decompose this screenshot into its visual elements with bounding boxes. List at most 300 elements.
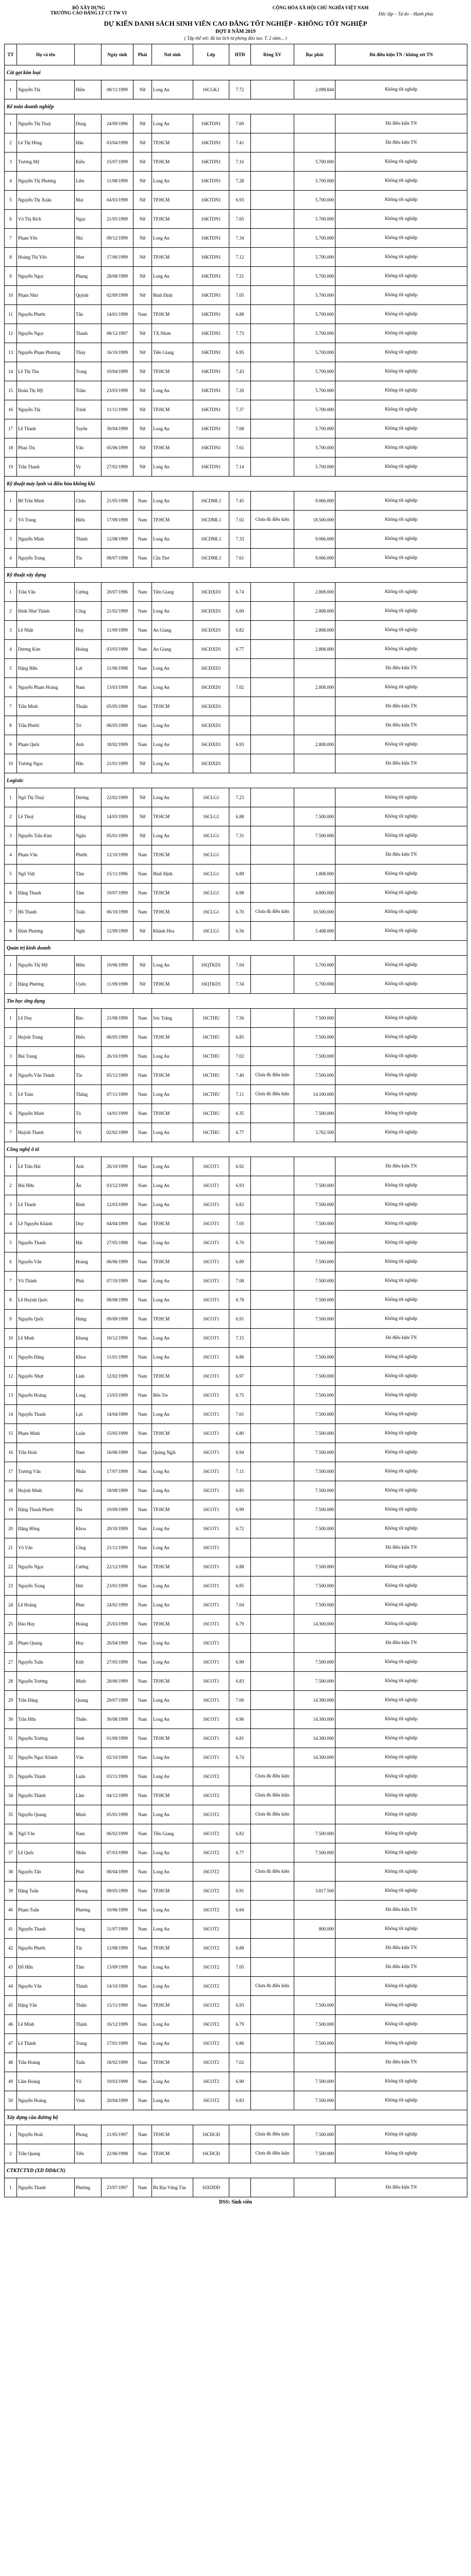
cell-lop: 16CĐXD1: [193, 621, 229, 640]
cell-ngay-sinh: 02/09/1999: [102, 286, 133, 305]
cell-lop: 16COT1: [193, 1252, 229, 1272]
cell-lop: 16COT1: [193, 1500, 229, 1519]
cell-ket-qua: Không tốt nghiệp: [335, 826, 467, 845]
cell-ten: Mai: [75, 191, 102, 210]
cell-ho: Nguyễn Ngọc Khánh: [17, 1748, 75, 1767]
cell-htd: 7.01: [229, 1405, 251, 1424]
cell-ren-xv: [251, 248, 294, 267]
cell-noi-sinh: TP.HCM: [152, 1252, 193, 1272]
cell-noi-sinh: Long An: [152, 956, 193, 975]
cell-ho: Võ Văn: [17, 1538, 75, 1557]
cell-ten: Trí: [75, 716, 102, 735]
table-row: [5, 659, 467, 678]
cell-bac-phat: 7.500.000: [294, 1009, 335, 1028]
table-row: [5, 1882, 467, 1901]
cell-phai: Nam: [133, 2015, 152, 2034]
cell-lop: 16CĐXD1: [193, 583, 229, 602]
cell-phai: Nam: [133, 1805, 152, 1824]
cell-ho: Huỳnh Thanh: [17, 1123, 75, 1142]
table-row: [5, 716, 467, 735]
cell-tt: 17: [5, 1462, 17, 1481]
cell-ren-xv: [251, 807, 294, 826]
cell-ten: Tân: [75, 305, 102, 324]
cell-ngay-sinh: 05/12/1999: [102, 1066, 133, 1085]
cell-ngay-sinh: 18/08/1999: [102, 1481, 133, 1500]
cell-ten: Hoàng: [75, 640, 102, 659]
cell-ngay-sinh: 11/06/1998: [102, 659, 133, 678]
cell-ten: Thịnh: [75, 2015, 102, 2034]
cell-lop: 16KTDN1: [193, 324, 229, 343]
cell-phai: Nữ: [133, 114, 152, 133]
cell-bac-phat: 7.500.000: [294, 1462, 335, 1481]
cell-ten: Bảo: [75, 1009, 102, 1028]
cell-phai: Nữ: [133, 381, 152, 400]
cell-ket-qua: Không tốt nghiệp: [335, 1977, 467, 1996]
cell-noi-sinh: Long An: [152, 1481, 193, 1500]
cell-phai: Nam: [133, 678, 152, 697]
cell-lop: 16CLG1: [193, 922, 229, 941]
cell-ten: Hằng: [75, 807, 102, 826]
cell-noi-sinh: TP.HCM: [152, 305, 193, 324]
cell-lop: 16CLG1: [193, 884, 229, 903]
cell-noi-sinh: Long An: [152, 2091, 193, 2110]
cell-ket-qua: Đủ điều kiện TN: [335, 114, 467, 133]
table-row: [5, 324, 467, 343]
cell-tt: 1: [5, 114, 17, 133]
col-htd: HTĐ: [229, 44, 251, 65]
cell-bac-phat: 7.500.000: [294, 1047, 335, 1066]
cell-ket-qua: Đủ điều kiện TN: [335, 1329, 467, 1348]
cell-ngay-sinh: 12/10/1999: [102, 845, 133, 865]
cell-noi-sinh: Long An: [152, 1123, 193, 1142]
cell-htd: [229, 1805, 251, 1824]
cell-ten: Phúc: [75, 1596, 102, 1615]
cell-ten: Lâm: [75, 1786, 102, 1805]
cell-lop: 16CTHU: [193, 1028, 229, 1047]
cell-ho: Nguyễn Trọng: [17, 1577, 75, 1596]
cell-ho: Nguyễn Trần Kim: [17, 826, 75, 845]
document-title: DỰ KIẾN DANH SÁCH SINH VIÊN CAO ĐẲNG TỐT NGHIỆP - KHÔNG TỐT NGHIỆP: [104, 20, 367, 27]
cell-ten: Trung: [75, 2034, 102, 2053]
cell-lop: 16CĐXD1: [193, 678, 229, 697]
cell-ngay-sinh: 01/09/1999: [102, 1729, 133, 1748]
cell-ten: Tuyền: [75, 419, 102, 438]
cell-tt: 30: [5, 1710, 17, 1729]
cell-lop: 16CĐXD1: [193, 697, 229, 716]
cell-ngay-sinh: 11/09/1999: [102, 621, 133, 640]
cell-ket-qua: Không tốt nghiệp: [335, 1596, 467, 1615]
cell-lop: 16COT1: [193, 1348, 229, 1367]
cell-bac-phat: 7.500.000: [294, 1252, 335, 1272]
cell-ket-qua: Không tốt nghiệp: [335, 1615, 467, 1634]
cell-phai: Nam: [133, 2178, 152, 2197]
table-row: [5, 1009, 467, 1028]
cell-phai: Nam: [133, 697, 152, 716]
cell-lop: 16KTDN1: [193, 343, 229, 362]
cell-ten: Như: [75, 248, 102, 267]
cell-ho: Bế Trần Minh: [17, 492, 75, 511]
cell-ket-qua: Không tốt nghiệp: [335, 1386, 467, 1405]
cell-ten: Kiệt: [75, 1653, 102, 1672]
cell-htd: 6.96: [229, 1710, 251, 1729]
table-row: [5, 438, 467, 457]
cell-bac-phat: 7.500.000: [294, 1824, 335, 1843]
cell-htd: 7.61: [229, 549, 251, 568]
cell-noi-sinh: Long An: [152, 1291, 193, 1310]
cell-ten: Uyên: [75, 975, 102, 994]
col-ngay-sinh: Ngày sinh: [102, 44, 133, 65]
cell-phai: Nam: [133, 1577, 152, 1596]
cell-phai: Nam: [133, 1310, 152, 1329]
cell-ket-qua: Đủ điều kiện TN: [335, 1538, 467, 1557]
cell-htd: [229, 1862, 251, 1882]
cell-ren-xv: [251, 133, 294, 152]
cell-ngay-sinh: 21/05/1998: [102, 492, 133, 511]
cell-ket-qua: Không tốt nghiệp: [335, 152, 467, 172]
cell-lop: 16CLG1: [193, 826, 229, 845]
cell-ket-qua: Không tốt nghiệp: [335, 1882, 467, 1901]
cell-bac-phat: 7.500.000: [294, 1443, 335, 1462]
cell-ket-qua: Không tốt nghiệp: [335, 1272, 467, 1291]
cell-tt: 18: [5, 438, 17, 457]
table-row: [5, 2015, 467, 2034]
cell-phai: Nam: [133, 1882, 152, 1901]
cell-ten: Tín: [75, 1066, 102, 1085]
cell-ho: Trương Văn: [17, 1462, 75, 1481]
cell-ten: Trinh: [75, 400, 102, 419]
cell-bac-phat: 5.700.000: [294, 975, 335, 994]
group-title: Công nghệ ô tô: [5, 1142, 467, 1157]
cell-noi-sinh: Long An: [152, 1577, 193, 1596]
cell-htd: [229, 1977, 251, 1996]
cell-noi-sinh: TP.HCM: [152, 2144, 193, 2163]
cell-phai: Nam: [133, 2034, 152, 2053]
cell-ngay-sinh: 14/03/1999: [102, 807, 133, 826]
cell-ho: Nguyễn Thị: [17, 80, 75, 99]
cell-ngay-sinh: 11/01/1999: [102, 1348, 133, 1367]
cell-lop: 16COT1: [193, 1710, 229, 1729]
cell-phai: Nam: [133, 716, 152, 735]
cell-ren-xv: [251, 788, 294, 807]
cell-ket-qua: Không tốt nghiệp: [335, 640, 467, 659]
col-tt: TT: [5, 44, 17, 65]
cell-bac-phat: 14.300.000: [294, 1710, 335, 1729]
cell-lop: 16CDML1: [193, 492, 229, 511]
cell-phai: Nam: [133, 1481, 152, 1500]
cell-ngay-sinh: 27/05/1999: [102, 1653, 133, 1672]
document-note: ( Tập thể xét: đủ lai lịch tư phòng đào tạo. T. 2 năm... ): [184, 36, 287, 41]
cell-phai: Nam: [133, 1214, 152, 1233]
cell-ten: Hân: [75, 754, 102, 773]
cell-phai: Nữ: [133, 826, 152, 845]
cell-tt: 7: [5, 1272, 17, 1291]
cell-ten: Nghi: [75, 922, 102, 941]
table-row: [5, 362, 467, 381]
cell-ten: Hoàng: [75, 1615, 102, 1634]
cell-tt: 28: [5, 1672, 17, 1691]
cell-bac-phat: [294, 1767, 335, 1786]
cell-ket-qua: Không tốt nghiệp: [335, 172, 467, 191]
cell-ngay-sinh: 21/11/1999: [102, 1538, 133, 1557]
cell-lop: 16CTHU: [193, 1066, 229, 1085]
cell-lop: 16COT2: [193, 1862, 229, 1882]
cell-ngay-sinh: 09/05/1999: [102, 1882, 133, 1901]
cell-bac-phat: [294, 1901, 335, 1920]
cell-ngay-sinh: 27/05/1998: [102, 1233, 133, 1252]
cell-bac-phat: [294, 1329, 335, 1348]
group-header-row: [5, 477, 467, 492]
cell-phai: Nam: [133, 1596, 152, 1615]
cell-noi-sinh: Long An: [152, 114, 193, 133]
cell-ket-qua: Không tốt nghiệp: [335, 530, 467, 549]
cell-ren-xv: [251, 865, 294, 884]
cell-lop: 16CTHU: [193, 1085, 229, 1104]
cell-tt: 2: [5, 1028, 17, 1047]
cell-lop: 16COT2: [193, 2015, 229, 2034]
cell-bac-phat: 7.500.000: [294, 1405, 335, 1424]
cell-bac-phat: 7.500.000: [294, 1577, 335, 1596]
cell-noi-sinh: Long An: [152, 1920, 193, 1939]
cell-noi-sinh: An Giang: [152, 640, 193, 659]
cell-ren-xv: [251, 826, 294, 845]
cell-htd: 6.81: [229, 1729, 251, 1748]
table-row: [5, 286, 467, 305]
cell-bac-phat: 2.098.844: [294, 80, 335, 99]
cell-ket-qua: Không tốt nghiệp: [335, 884, 467, 903]
table-row: [5, 602, 467, 621]
cell-tt: 1: [5, 583, 17, 602]
cell-tt: 14: [5, 1405, 17, 1424]
cell-noi-sinh: Long An: [152, 1767, 193, 1786]
cell-ren-xv: [251, 1386, 294, 1405]
cell-ngay-sinh: 17/09/1999: [102, 511, 133, 530]
table-row: [5, 1066, 467, 1085]
cell-ren-xv: [251, 1329, 294, 1348]
group-title: Tin học ứng dụng: [5, 994, 467, 1009]
cell-bac-phat: 7.500.000: [294, 2144, 335, 2163]
cell-phai: Nam: [133, 1653, 152, 1672]
cell-ho: Đinh Như Thành: [17, 602, 75, 621]
cell-ren-xv: [251, 1405, 294, 1424]
cell-noi-sinh: TP.HCM: [152, 1028, 193, 1047]
cell-lop: 16CDML1: [193, 530, 229, 549]
cell-bac-phat: 7.500.000: [294, 826, 335, 845]
cell-bac-phat: 7.500.000: [294, 1424, 335, 1443]
cell-htd: 6.93: [229, 191, 251, 210]
cell-bac-phat: [294, 133, 335, 152]
cell-ngay-sinh: 24/09/1996: [102, 114, 133, 133]
cell-bac-phat: 14.300.000: [294, 1729, 335, 1748]
cell-htd: 7.12: [229, 248, 251, 267]
cell-noi-sinh: TP.HCM: [152, 152, 193, 172]
cell-phai: Nam: [133, 1691, 152, 1710]
cell-bac-phat: 3.762.500: [294, 1123, 335, 1142]
cell-noi-sinh: TP.HCM: [152, 1424, 193, 1443]
cell-htd: 6.77: [229, 1123, 251, 1142]
table-row: [5, 133, 467, 152]
cell-phai: Nam: [133, 1066, 152, 1085]
cell-ten: Ân: [75, 1176, 102, 1195]
cell-noi-sinh: Long An: [152, 1901, 193, 1920]
cell-ren-xv: [251, 1348, 294, 1367]
cell-noi-sinh: Long An: [152, 1653, 193, 1672]
cell-phai: Nam: [133, 1862, 152, 1882]
cell-ho: Trần Văn: [17, 583, 75, 602]
cell-ren-xv: [251, 229, 294, 248]
cell-phai: Nữ: [133, 229, 152, 248]
table-row: [5, 1028, 467, 1047]
table-row: [5, 1157, 467, 1176]
cell-ket-qua: Không tốt nghiệp: [335, 1047, 467, 1066]
cell-noi-sinh: Long An: [152, 457, 193, 477]
cell-lop: 16COT1: [193, 1367, 229, 1386]
cell-ket-qua: Không tốt nghiệp: [335, 678, 467, 697]
cell-htd: 6.88: [229, 807, 251, 826]
col-noi-sinh: Nơi sinh: [152, 44, 193, 65]
cell-ho: Phạm Tuấn: [17, 1901, 75, 1920]
cell-lop: 16CĐCĐ: [193, 2125, 229, 2144]
cell-bac-phat: 2.808.000: [294, 640, 335, 659]
cell-lop: 16CTHU: [193, 1104, 229, 1123]
cell-bac-phat: [294, 697, 335, 716]
cell-ren-xv: Chưa đủ điều kiện: [251, 1977, 294, 1996]
cell-lop: 16KTDN1: [193, 419, 229, 438]
cell-bac-phat: [294, 114, 335, 133]
cell-noi-sinh: TP.HCM: [152, 1104, 193, 1123]
cell-lop: 16COT2: [193, 1805, 229, 1824]
cell-bac-phat: 10.500.000: [294, 903, 335, 922]
cell-tt: 12: [5, 1367, 17, 1386]
cell-ket-qua: Không tốt nghiệp: [335, 1996, 467, 2015]
cell-ren-xv: [251, 1596, 294, 1615]
cell-ten: Tuấn: [75, 903, 102, 922]
cell-phai: Nam: [133, 1123, 152, 1142]
document-footer: DSS: Sinh viên: [219, 2199, 252, 2205]
cell-ket-qua: Không tốt nghiệp: [335, 457, 467, 477]
cell-ho: Nguyễn Thị Phương: [17, 172, 75, 191]
document-subtitle: ĐỢT 8 NĂM 2019: [215, 29, 256, 35]
cell-lop: 16KTDN1: [193, 438, 229, 457]
cell-noi-sinh: Long An: [152, 716, 193, 735]
cell-noi-sinh: Long An: [152, 659, 193, 678]
cell-htd: 7.14: [229, 457, 251, 477]
cell-ten: Trâm: [75, 381, 102, 400]
cell-phai: Nữ: [133, 80, 152, 99]
cell-noi-sinh: Long An: [152, 1805, 193, 1824]
cell-ren-xv: [251, 1214, 294, 1233]
cell-ten: Tuấn: [75, 2053, 102, 2072]
cell-bac-phat: 7.500.000: [294, 1843, 335, 1862]
cell-lop: 16KTDN1: [193, 362, 229, 381]
cell-ket-qua: Không tốt nghiệp: [335, 305, 467, 324]
cell-noi-sinh: TP.HCM: [152, 362, 193, 381]
table-row: [5, 1104, 467, 1123]
cell-noi-sinh: Long An: [152, 1691, 193, 1710]
cell-htd: 7.23: [229, 788, 251, 807]
cell-ten: Phong: [75, 2125, 102, 2144]
cell-ket-qua: Không tốt nghiệp: [335, 324, 467, 343]
cell-phai: Nữ: [133, 267, 152, 286]
cell-ho: Ngô Văn: [17, 1824, 75, 1843]
cell-ngay-sinh: 20/04/1999: [102, 2091, 133, 2110]
cell-noi-sinh: An Giang: [152, 621, 193, 640]
table-row: [5, 1047, 467, 1066]
cell-ren-xv: [251, 2053, 294, 2072]
cell-tt: 22: [5, 1557, 17, 1577]
cell-ho: Bùi Trung: [17, 1047, 75, 1066]
group-title: Kỹ thuật máy lạnh và điều hòa không khí: [5, 477, 467, 492]
cell-lop: 16COT2: [193, 1920, 229, 1939]
cell-noi-sinh: Long An: [152, 1862, 193, 1882]
cell-ren-xv: [251, 735, 294, 754]
cell-phai: Nam: [133, 1028, 152, 1047]
cell-bac-phat: 7.500.000: [294, 2091, 335, 2110]
cell-htd: [229, 1767, 251, 1786]
cell-tt: 7: [5, 1123, 17, 1142]
cell-ngay-sinh: 11/08/1999: [102, 172, 133, 191]
cell-bac-phat: 7.500.000: [294, 1519, 335, 1538]
cell-lop: 16COT1: [193, 1310, 229, 1329]
cell-lop: 16COT1: [193, 1405, 229, 1424]
cell-htd: 7.02: [229, 1047, 251, 1066]
table-row: [5, 754, 467, 773]
cell-ren-xv: Chưa đủ điều kiện: [251, 511, 294, 530]
cell-ren-xv: [251, 400, 294, 419]
table-row: [5, 678, 467, 697]
table-row: [5, 956, 467, 975]
cell-ho: Phạm Văn: [17, 845, 75, 865]
cell-ren-xv: [251, 1157, 294, 1176]
cell-tt: 6: [5, 1252, 17, 1272]
table-row: [5, 640, 467, 659]
school-name: TRƯỜNG CAO ĐẲNG LT CT TW VI: [50, 10, 127, 15]
cell-noi-sinh: Long An: [152, 1348, 193, 1367]
cell-ho: Nguyễn Văn: [17, 1977, 75, 1996]
table-row: [5, 1195, 467, 1214]
cell-lop: 16COT1: [193, 1462, 229, 1481]
cell-ket-qua: Không tốt nghiệp: [335, 1066, 467, 1085]
cell-ren-xv: [251, 152, 294, 172]
cell-ren-xv: [251, 1500, 294, 1519]
cell-lop: 16KTDN1: [193, 267, 229, 286]
table-row: [5, 1939, 467, 1958]
cell-tt: 9: [5, 267, 17, 286]
cell-ket-qua: Không tốt nghiệp: [335, 1104, 467, 1123]
cell-lop: 16COT2: [193, 1939, 229, 1958]
table-row: [5, 549, 467, 568]
cell-phai: Nam: [133, 1748, 152, 1767]
cell-ho: Phạm Quang: [17, 1634, 75, 1653]
cell-ho: Trần Minh: [17, 697, 75, 716]
cell-ket-qua: Không tốt nghiệp: [335, 602, 467, 621]
cell-ngay-sinh: 06/06/1999: [102, 1252, 133, 1272]
cell-ket-qua: Không tốt nghiệp: [335, 1767, 467, 1786]
cell-tt: 3: [5, 530, 17, 549]
cell-ten: Phương: [75, 1901, 102, 1920]
cell-ren-xv: Chưa đủ điều kiện: [251, 2144, 294, 2163]
cell-ket-qua: Không tốt nghiệp: [335, 210, 467, 229]
cell-tt: 24: [5, 1596, 17, 1615]
cell-noi-sinh: Long An: [152, 2072, 193, 2091]
cell-phai: Nam: [133, 2091, 152, 2110]
cell-ren-xv: [251, 1047, 294, 1066]
cell-tt: 8: [5, 922, 17, 941]
cell-noi-sinh: Long An: [152, 1958, 193, 1977]
group-header-row: [5, 994, 467, 1009]
table-row: [5, 1977, 467, 1996]
cell-phai: Nam: [133, 1085, 152, 1104]
table-row: [5, 1958, 467, 1977]
